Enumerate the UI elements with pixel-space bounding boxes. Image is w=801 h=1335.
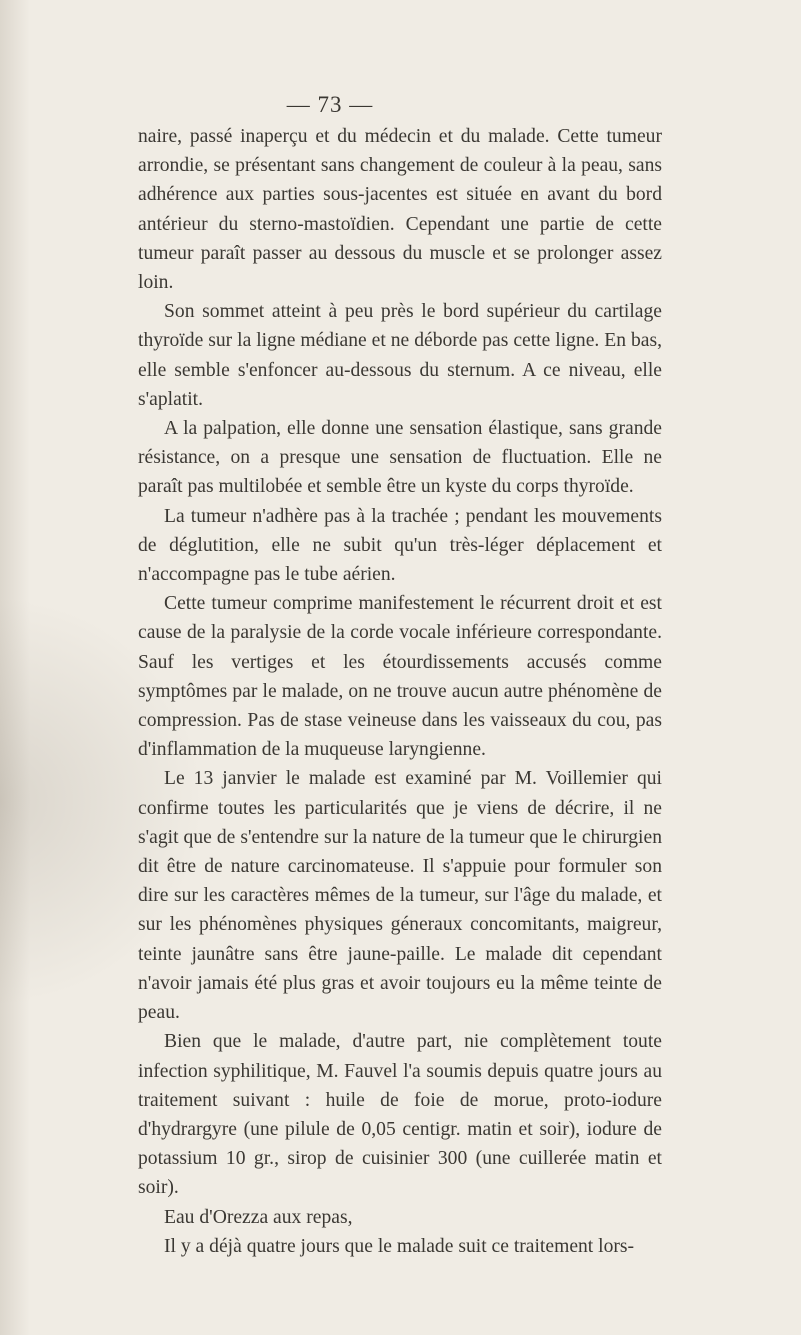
paragraph-5: Cette tumeur comprime manifestement le récurrent droit et est cause de la paralysie de la corde vocale inférieure correspondante. Sauf les vertiges et les étourdissements accusés comme symptômes par le malade, on ne trouve aucun autre phénomène de compression. Pas de stase veineuse dans les vaisseaux du cou, pas d'inflammation de la muqueuse laryngienne. — [138, 593, 662, 761]
page-number: — 73 — — [286, 92, 374, 117]
paragraph-7: Bien que le malade, d'autre part, nie complètement toute infection syphilitique, M. Fauvel l'a soumis depuis quatre jours au traitement suivant : huile de foie de morue, proto-iodure d'hydrargyre (une pilule de 0,05 centigr. matin et soir), iodure de potassium 10 gr., sirop de cuisinier 300 (une cuillerée matin et soir). — [138, 1031, 662, 1199]
body-text — [138, 122, 662, 1261]
paragraph-6: Le 13 janvier le malade est examiné par M. Voillemier qui confirme toutes les particularités que je viens de décrire, il ne s'agit que de s'entendre sur la nature de la tumeur que le chirurgien dit être de nature carcinomateuse. Il s'appuie pour formuler son dire sur les caractères mêmes de la tumeur, sur l'âge du malade, et sur les phénomènes physiques géneraux concomitants, maigreur, teinte jaunâtre sans être jaune-paille. Le malade dit cependant n'avoir jamais été plus gras et avoir toujours eu la même teinte de peau. — [138, 768, 662, 1024]
paragraph-3: A la palpation, elle donne une sensation élastique, sans grande résistance, on a presque une sensation de fluctuation. Elle ne paraît pas multilobée et semble être un kyste du corps thyroïde. — [138, 418, 662, 498]
paragraph-4: La tumeur n'adhère pas à la trachée ; pendant les mouvements de déglutition, elle ne subit qu'un très-léger déplacement et n'accompagne pas le tube aérien. — [138, 505, 662, 586]
paragraph-1: naire, passé inaperçu et du médecin et du malade. Cette tumeur arrondie, se présentant sans changement de couleur à la peau, sans adhérence aux parties sous-jacentes est située en avant du bord antérieur du sterno-mastoïdien. Cependant une partie de cette tumeur paraît passer au dessous du muscle et se prolonger assez loin. — [138, 126, 662, 294]
paragraph-9: Il y a déjà quatre jours que le malade suit ce traitement lors- — [164, 1235, 635, 1257]
paragraph-8: Eau d'Orezza aux repas, — [164, 1206, 353, 1228]
paragraph-2: Son sommet atteint à peu près le bord supérieur du cartilage thyroïde sur la ligne médiane et ne déborde pas cette ligne. En bas, elle semble s'enfoncer au-dessous du sternum. A ce niveau, elle s'aplatit. — [138, 301, 662, 410]
